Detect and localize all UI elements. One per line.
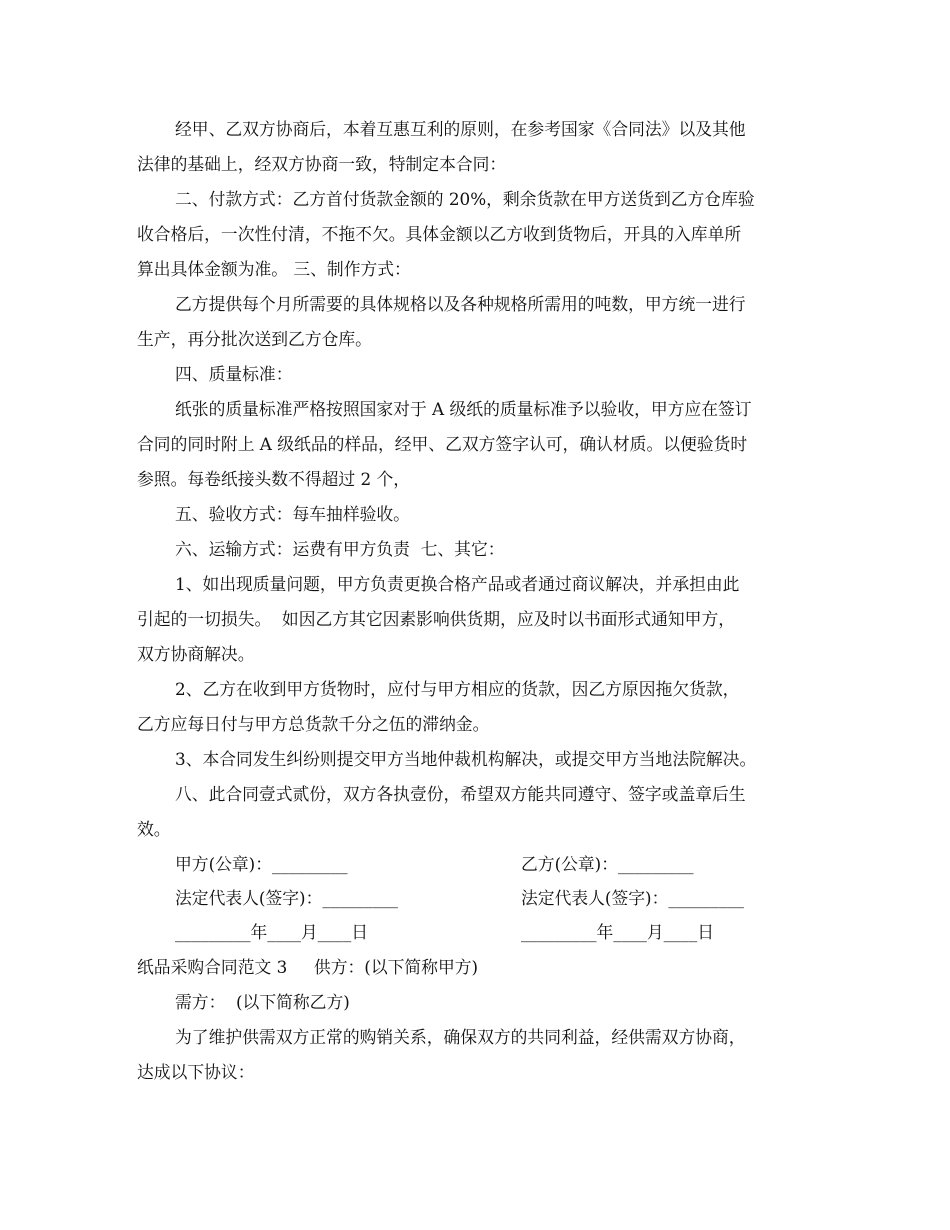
paragraph-line: 收合格后，一次性付清，不拖不欠。具体金额以乙方收到货物后，开具的入库单所 [137, 224, 742, 244]
paragraph-line: 1、如出现质量问题，甲方负责更换合格产品或者通过商议解决，并承担由此 [175, 574, 740, 594]
paragraph-line: 算出具体金额为准。 三、制作方式： [137, 259, 411, 279]
paragraph-line: 乙方应每日付与甲方总货款千分之伍的滞纳金。 [137, 714, 490, 734]
party-a-representative-field: 法定代表人(签字)：_________ [175, 888, 398, 908]
paragraph-line: 双方协商解决。 [137, 644, 255, 664]
paragraph-line: 八、此合同壹式贰份，双方各执壹份，希望双方能共同遵守、签字或盖章后生 [175, 784, 746, 804]
section-title: 纸品采购合同范文 3 供方：(以下简称甲方) [137, 957, 479, 977]
party-b-representative-field: 法定代表人(签字)：_________ [521, 888, 744, 908]
section-heading: 四、质量标准： [175, 364, 293, 384]
paragraph-line: 需方： (以下简称乙方) [175, 992, 350, 1012]
paragraph-line: 生产，再分批次送到乙方仓库。 [137, 329, 372, 349]
paragraph-line: 引起的一切损失。 如因乙方其它因素影响供货期，应及时以书面形式通知甲方， [137, 609, 736, 629]
paragraph-line: 3、本合同发生纠纷则提交甲方当地仲裁机构解决，或提交甲方当地法院解决。 [175, 749, 757, 769]
paragraph-line: 参照。每卷纸接头数不得超过 2 个， [137, 469, 411, 489]
party-a-date-field: _________年____月____日 [175, 922, 368, 942]
party-a-seal-field: 甲方(公章)：_________ [175, 854, 348, 874]
section-heading: 五、验收方式：每车抽样验收。 [175, 504, 410, 524]
paragraph-line: 合同的同时附上 A 级纸品的样品，经甲、乙双方签字认可，确认材质。以便验货时 [137, 434, 748, 454]
paragraph-line: 经甲、乙双方协商后，本着互惠互利的原则，在参考国家《合同法》以及其他 [175, 119, 746, 139]
paragraph-line: 为了维护供需双方正常的购销关系，确保双方的共同利益，经供需双方协商， [175, 1027, 746, 1047]
party-b-date-field: _________年____月____日 [521, 922, 714, 942]
section-heading: 六、运输方式：运费有甲方负责 七、其它： [175, 539, 505, 559]
paragraph-line: 二、付款方式：乙方首付货款金额的 20%，剩余货款在甲方送货到乙方仓库验 [175, 189, 755, 209]
paragraph-line: 法律的基础上，经双方协商一致，特制定本合同： [137, 154, 507, 174]
paragraph-line: 乙方提供每个月所需要的具体规格以及各种规格所需用的吨数，甲方统一进行 [175, 294, 746, 314]
party-b-seal-field: 乙方(公章)：_________ [521, 854, 694, 874]
paragraph-line: 达成以下协议： [137, 1062, 255, 1082]
paragraph-line: 2、乙方在收到甲方货物时，应付与甲方相应的货款，因乙方原因拖欠货款， [175, 679, 740, 699]
paragraph-line: 效。 [137, 819, 171, 839]
paragraph-line: 纸张的质量标准严格按照国家对于 A 级纸的质量标准予以验收，甲方应在签订 [175, 399, 752, 419]
